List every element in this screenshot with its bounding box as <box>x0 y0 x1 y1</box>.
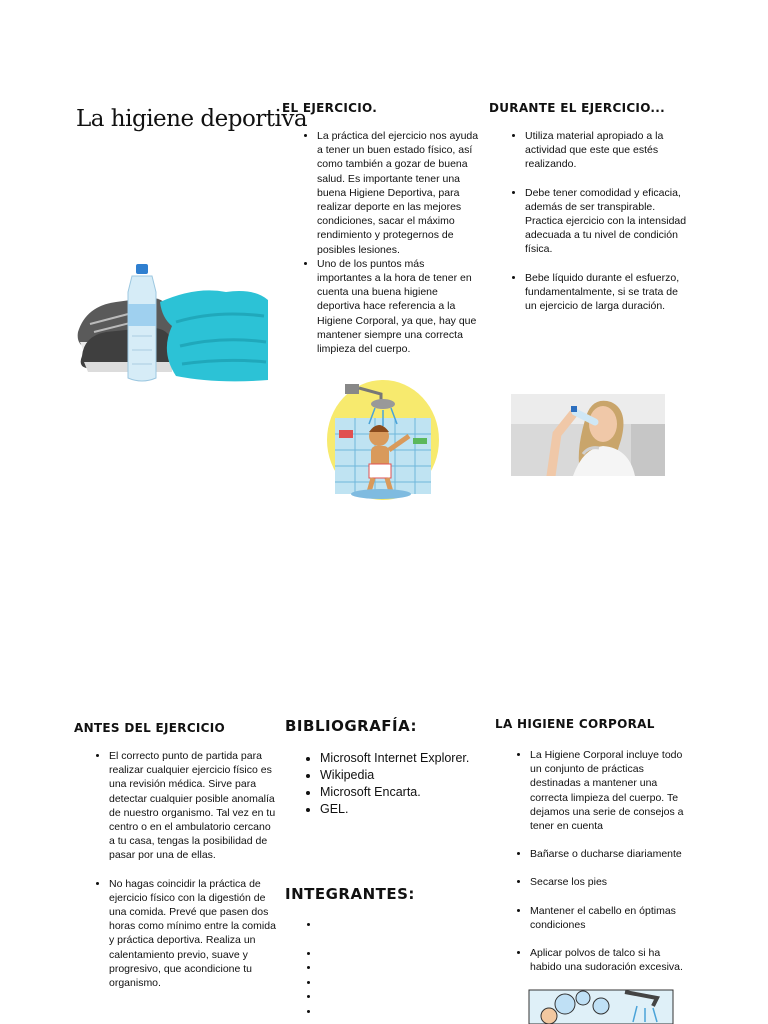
durante-list <box>505 129 688 327</box>
woman-drinking-water-image <box>511 394 665 476</box>
list-item <box>320 976 400 991</box>
corporal-list <box>510 748 690 988</box>
list-item: • Mantener el cabello en óptimas condiciones <box>530 904 690 932</box>
antes-list <box>89 749 277 1004</box>
list-item: • Uno de los puntos más importantes a la hora de tener en cuenta una buena higiene deportiva hace referencia a la Higiene Corporal, ya que, hay que mantener siempre una correcta limpieza del cuerpo. <box>317 257 481 356</box>
list-item: • Microsoft Internet Explorer. <box>320 750 490 767</box>
antes-heading: ANTES DEL EJERCICIO <box>74 721 226 735</box>
list-item <box>320 1005 400 1020</box>
bibliografia-list <box>300 750 490 818</box>
list-item <box>320 947 400 962</box>
ejercicio-list <box>297 129 481 356</box>
list-item: • La práctica del ejercicio nos ayuda a tener un buen estado físico, así como también a gozar de buena salud. Es importante tener una buena Higiene Deportiva, para realizar deporte en las mejores condiciones, sacar el máximo rendimiento y protegernos de posibles lesiones. <box>317 129 481 257</box>
list-item: • Bebe líquido durante el esfuerzo, fundamentalmente, si se trata de un ejercicio de larga duración. <box>525 271 688 314</box>
washing-cartoon-image <box>525 986 677 1024</box>
list-item <box>320 918 400 933</box>
list-item: • No hagas coincidir la práctica de ejercicio físico con la digestión de una comida. Prevé que pasen dos horas como mínimo entre la comida y práctica deportiva. Realiza un calentamiento previo, suave y progresivo, que acondicione tu organismo. <box>109 877 277 991</box>
durante-heading: DURANTE EL EJERCICIO... <box>489 101 666 115</box>
list-item: • Wikipedia <box>320 767 490 784</box>
list-item: • Microsoft Encarta. <box>320 784 490 801</box>
list-item: • Utiliza material apropiado a la actividad que este que estés realizando. <box>525 129 688 172</box>
corporal-heading: LA HIGIENE CORPORAL <box>495 717 655 731</box>
ejercicio-heading: EL EJERCICIO. <box>282 101 378 115</box>
page-title: La higiene deportiva <box>76 106 308 132</box>
list-item <box>320 961 400 976</box>
list-item: • Aplicar polvos de talco si ha habido una sudoración excesiva. <box>530 946 690 974</box>
list-item: • Bañarse o ducharse diariamente <box>530 847 690 861</box>
list-item: • GEL. <box>320 801 490 818</box>
list-item: • El correcto punto de partida para realizar cualquier ejercicio físico es una revisión médica. Sirve para detectar cualquier posible anomalía de nuestro organismo. Tal vez en tu centro o en el ambulatorio cercano a tu casa, tengas la posibilidad de pasar por una de ellas. <box>109 749 277 863</box>
integrantes-heading: INTEGRANTES: <box>285 885 415 903</box>
integrantes-list <box>300 918 400 1019</box>
list-item: • Secarse los pies <box>530 875 690 889</box>
list-item: • La Higiene Corporal incluye todo un conjunto de prácticas destinadas a mantener una correcta limpieza del cuerpo. Te dejamos una serie de consejos a tener en cuenta <box>530 748 690 833</box>
bibliografia-heading: BIBLIOGRAFÍA: <box>285 717 418 735</box>
shower-cartoon-image <box>325 378 441 504</box>
list-item <box>320 990 400 1005</box>
sports-kit-image <box>76 262 268 384</box>
list-item: • Debe tener comodidad y eficacia, además de ser transpirable. Practica ejercicio con la intensidad adecuada a tu nivel de condición física. <box>525 186 688 257</box>
